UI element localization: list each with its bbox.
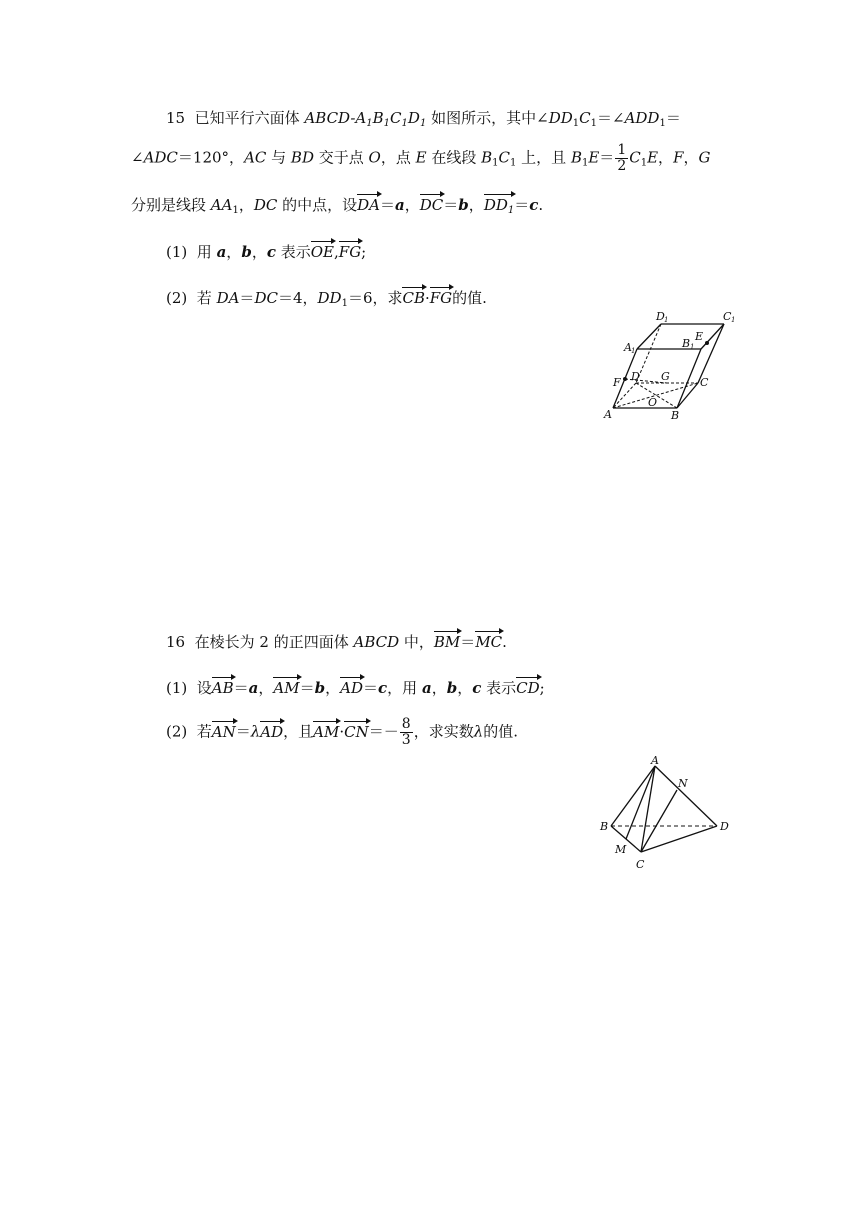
label-d1: D bbox=[656, 310, 665, 323]
figure-parallelepiped bbox=[600, 310, 745, 425]
label-c: C bbox=[636, 858, 645, 871]
q15-fig-text: 如图所示，其中 bbox=[431, 109, 537, 127]
svg-text:1: 1 bbox=[731, 316, 736, 324]
q16-part2: (2) 若AN＝λAD，且AM·CN＝－ $\frac{8}{3}$ ，求实数λ的值. bbox=[166, 716, 519, 748]
label-b: B bbox=[671, 409, 680, 422]
q15-solid-name: ABCD-$A_1B_1C_1D_1$ bbox=[304, 109, 427, 129]
svg-text:1: 1 bbox=[690, 343, 695, 351]
label-a: A bbox=[651, 755, 659, 767]
vec-oe: OE bbox=[311, 240, 334, 262]
label-c1: C bbox=[723, 310, 732, 323]
vec-bm: BM bbox=[434, 630, 460, 652]
label-b: B bbox=[600, 820, 609, 833]
vec-da: DA bbox=[357, 193, 380, 215]
vec-dc: DC bbox=[420, 193, 444, 215]
label-g: G bbox=[661, 370, 670, 383]
label-d: D bbox=[631, 370, 640, 383]
q15-line1: 15 已知平行六面体 ABCD-$A_1B_1C_1D_1$ 如图所示，其中$\angle DD_1C_1=\angle ADD_1=$ bbox=[166, 109, 681, 129]
q15-intro: 已知平行六面体 bbox=[194, 109, 300, 127]
vec-an: AN bbox=[212, 720, 236, 742]
figure-tetrahedron bbox=[595, 755, 740, 875]
vec-fg: FG bbox=[339, 240, 361, 262]
q16-line1: 16 在棱长为 2 的正四面体 ABCD 中，BM＝MC. bbox=[166, 630, 507, 652]
label-e: E bbox=[695, 330, 704, 343]
vec-mc: MC bbox=[475, 630, 502, 652]
label-b1: B bbox=[682, 337, 691, 350]
vec-cn: CN bbox=[344, 720, 369, 742]
q15-part2: (2) 若 DA＝DC＝4，$DD_1=6$，求CB·FG的值. bbox=[166, 286, 487, 308]
vec-cb: CB bbox=[402, 286, 425, 308]
label-a: A bbox=[604, 408, 612, 421]
q16-part1: (1) 设AB＝a，AM＝b，AD＝c，用 a，b，c 表示CD; bbox=[166, 676, 545, 698]
svg-text:1: 1 bbox=[631, 347, 636, 355]
vec-ad2: AD bbox=[260, 720, 283, 742]
q16-number: 16 bbox=[166, 633, 186, 651]
q15-number: 15 bbox=[166, 109, 186, 127]
label-n: N bbox=[678, 777, 688, 790]
label-o: O bbox=[648, 396, 658, 409]
q15-line2: ∠ADC＝120°，AC 与 BD 交于点 O，点 E 在线段 $B_1C_1$ 上，且 $B_1E=$ $\frac{1}{2}$ $C_1E$，F，G bbox=[131, 142, 711, 174]
label-m: M bbox=[615, 843, 627, 856]
vec-ab: AB bbox=[212, 676, 234, 698]
q15-part1: (1) 用 a，b，c 表示OE,FG; bbox=[166, 240, 366, 262]
q15-half-fraction: $\frac{1}{2}$ bbox=[617, 142, 627, 174]
q15-line3: 分别是线段 $AA_1$，DC 的中点，设DA＝a，DC＝b，$DD_1=c$. bbox=[131, 193, 543, 215]
label-f: F bbox=[613, 376, 621, 389]
vec-cd: CD bbox=[516, 676, 540, 698]
vec-fg2: FG bbox=[430, 286, 452, 308]
svg-text:1: 1 bbox=[664, 316, 669, 324]
vec-am2: AM bbox=[313, 720, 339, 742]
q16-fraction: $\frac{8}{3}$ bbox=[401, 716, 411, 748]
vec-ad: AD bbox=[340, 676, 363, 698]
vec-dd1: $DD_1$ bbox=[484, 193, 514, 215]
label-c: C bbox=[700, 376, 709, 389]
label-d: D bbox=[720, 820, 729, 833]
label-a1: A bbox=[624, 341, 632, 354]
vec-am: AM bbox=[273, 676, 299, 698]
